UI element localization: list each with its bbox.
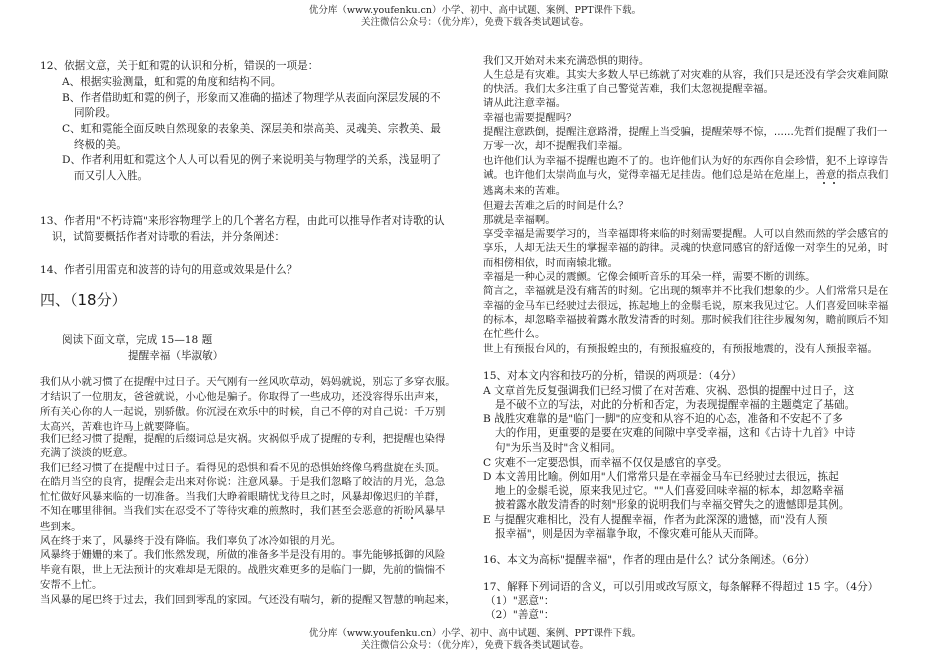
body-line: 幸福是一种心灵的震颤。它像会倾听音乐的耳朵一样，需要不断的训练。 bbox=[483, 271, 816, 283]
reading-intro: 阅读下面文章，完成 15—18 题 bbox=[62, 334, 213, 346]
body-line: 提醒注意跌倒，提醒注意路滑，提醒上当受骗，提醒荣辱不惊，......先哲们提醒了我们一 bbox=[483, 126, 888, 138]
q15-option-d-cont-1: 地上的金鬃毛说，原来我见过它。""人们喜爱回味幸福的标本，却忽略幸福 bbox=[495, 485, 844, 497]
q15-stem: 15、对本文内容和技巧的分析，错误的两项是：（4分） bbox=[483, 370, 742, 382]
footer-line-1: 优分库（www.youfenku.cn）小学、初中、高中试题、案例、PPT课件下载。 bbox=[308, 628, 642, 639]
body-line: 享受幸福是需要学习的，当幸福即将来临的时刻需要提醒。人可以自然而然的学会感官的 bbox=[483, 228, 889, 240]
body-line: 在皓月当空的良宵，提醒会走出来对你说：注意风暴。于是我们忽略了皎洁的月光，急急 bbox=[40, 476, 446, 488]
q16: 16、本文为高标"提醒幸福"，作者的理由是什么？试分条阐述。（6分） bbox=[483, 554, 815, 566]
q14: 14、作者引用雷克和波菩的诗句的用意或效果是什么？ bbox=[40, 264, 298, 276]
q15-option-e: E 与提醒灾难相比，没有人提醒幸福，作者为此深深的遗憾，而"没有人预 bbox=[483, 514, 828, 526]
body-line: 世上有预报台风的，有预报蝗虫的，有预报瘟疫的，有预报地震的，没有人预报幸福。 bbox=[483, 343, 878, 355]
body-line: 但避去苦难之后的时间是什么？ bbox=[483, 200, 629, 212]
body-line: 我们又开始对未来充满恐惧的期待。 bbox=[483, 55, 650, 67]
body-line: 安帮不上忙。 bbox=[40, 579, 103, 591]
q12-option-a: A、根据实验测量，虹和霓的角度和结构不同。 bbox=[62, 76, 282, 88]
body-line: 我们已经习惯了提醒，提醒的后缀词总是灾祸。灾祸似乎成了提醒的专利，把提醒也染得 bbox=[40, 433, 446, 445]
body-line: 我们从小就习惯了在提醒中过日子。天气刚有一丝风吹草动，妈妈就说，别忘了多穿衣服。 bbox=[40, 376, 456, 388]
q13-line-1: 13、作者用"不朽诗篇"来形容物理学上的几个著名方程，由此可以推导作者对诗歌的认 bbox=[40, 215, 445, 227]
page-footer bbox=[0, 628, 950, 652]
header-line-1: 优分库（www.youfenku.cn）小学、初中、高中试题、案例、PPT课件下载。 bbox=[308, 5, 642, 16]
q12-option-d-cont: 而又引人入胜。 bbox=[74, 170, 149, 182]
body-line: 不知在哪里徘徊。当我们实在忍受不了等待灾难的煎熬时，我们甚至会恶意的祈盼风暴早 bbox=[40, 505, 446, 517]
body-line: 充满了淡淡的贬意。 bbox=[40, 447, 134, 459]
body-line: 的标本，却忽略幸福披着露水散发清香的时刻。那时候我们往往步履匆匆，瞻前顾后不知 bbox=[483, 314, 889, 326]
q15-option-a: A 文章首先反复强调我们已经习惯了在对苦难、灾祸、恐惧的提醒中过日子，这 bbox=[483, 385, 855, 397]
body-line: 在忙些什么。 bbox=[483, 328, 546, 340]
q12-option-b-cont: 同阶段。 bbox=[74, 107, 117, 119]
body-line: 请从此注意幸福。 bbox=[483, 97, 567, 109]
body-line: 忙忙做好风暴来临的一切准备。当我们大睁着眼睛忧戈待旦之时，风暴却像迟归的羊群， bbox=[40, 491, 446, 503]
q15-option-c: C 灾难不一定要恐惧，而幸福不仅仅是感官的享受。 bbox=[483, 457, 728, 469]
body-line: 逃离未来的苦难。 bbox=[483, 185, 567, 197]
q15-option-b-cont-2: 句"为乐当及时"含义相同。 bbox=[495, 442, 622, 454]
q15-option-d: D 本文善用比喻。例如用"人们常常只是在幸福金马车已经驶过去很远，拣起 bbox=[483, 471, 839, 483]
emphasis-dot bbox=[400, 517, 402, 519]
body-line: 而相傍相依，时而南辕北辙。 bbox=[483, 257, 619, 269]
body-line: 太高兴，苦难也许马上就要降临。 bbox=[40, 421, 196, 433]
body-line: 诫。也许他们太崇尚血与火，觉得幸福无足挂齿。他们总是站在危崖上，善意的指点我们 bbox=[483, 169, 889, 181]
body-line: 些到来。 bbox=[40, 521, 82, 533]
emphasis-dot bbox=[823, 182, 825, 184]
body-line: 也许他们认为幸福不提醒也跑不了的。也许他们认为好的东西你自会珍惜，犯不上谆谆告 bbox=[483, 155, 889, 167]
body-line: 万零一次，却不提醒我们幸福。 bbox=[483, 140, 629, 152]
body-line: 所有关心你的人一起说，别骄傲。你沉浸在欢乐中的时候，自己不停的对自己说：千万别 bbox=[40, 406, 446, 418]
q15-option-d-cont-2: 披着露水散发清香的时刻"形象的说明我们与幸福交臂失之的遗憾即是其例。 bbox=[495, 499, 850, 511]
body-line: 简言之，幸福就是没有痛苦的时刻。它出现的频率并不比我们想象的少。人们常常只是在 bbox=[483, 285, 889, 297]
q15-option-e-cont: 报幸福"，则是因为幸福靠争取，不像灾难可能从天而降。 bbox=[495, 528, 765, 540]
q17-stem: 17、解释下列词语的含义，可以引用或改写原文，每条解释不得超过 15 字。（4分） bbox=[483, 581, 879, 593]
q15-option-a-cont: 是不破不立的写法，对此的分析和否定，为表现提醒幸福的主题奠定了基础。 bbox=[495, 399, 856, 411]
q13-line-2: 识，试简要概括作者对诗歌的看法，并分条阐述： bbox=[52, 231, 286, 243]
emphasis-dot bbox=[411, 517, 413, 519]
article-title: 提醒幸福（毕淑敏） bbox=[128, 350, 224, 362]
q12-option-b: B、作者借助虹和霓的例子，形象而又准确的描述了物理学从表面向深层发展的不 bbox=[62, 92, 441, 104]
q12-option-c-cont: 终极的美。 bbox=[74, 139, 127, 151]
header-line-2: 关注微信公众号：（优分库），免费下载各类试题试卷。 bbox=[360, 17, 589, 28]
q12-stem: 12、依据文意，关于虹和霓的认识和分析，错误的一项是： bbox=[40, 60, 319, 72]
body-line: 毕竟有限，世上无法预计的灾难却是无限的。战胜灾难更多的是临门一脚，先前的惴惴不 bbox=[40, 564, 446, 576]
q15-option-b: B 战胜灾难靠的是"临门一脚"的应变和从容不迫的心态，准备和不安起不了多 bbox=[483, 413, 843, 425]
body-line: 当风暴的尾巴终于过去，我们回到零乱的家园。气还没有喘匀，新的提醒又智慧的响起来， bbox=[40, 594, 456, 606]
body-line: 幸福的金马车已经驶过去很远，拣起地上的金鬃毛说，原来我见过它。人们喜爱回味幸福 bbox=[483, 300, 889, 312]
body-line: 的快活。我们太多注重了自己警觉苦难，我们太忽视提醒幸福。 bbox=[483, 83, 774, 95]
q12-option-d: D、作者利用虹和霓这个人人可以看见的例子来说明美与物理学的关系，浅显明了 bbox=[62, 154, 442, 166]
body-line: 人生总是有灾难。其实大多数人早已练就了对灾难的从容，我们只是还没有学会灾难间隙 bbox=[483, 69, 889, 81]
footer-line-2: 关注微信公众号：（优分库），免费下载各类试题试卷。 bbox=[360, 640, 589, 651]
body-line: 幸福也需要提醒吗？ bbox=[483, 112, 577, 124]
body-line: 风暴终于姗姗的来了。我们怅然发现，所做的准备多半是没有用的。事先能够抵御的风险 bbox=[40, 549, 446, 561]
emphasis-dot bbox=[833, 182, 835, 184]
q15-option-b-cont-1: 大的作用，更重要的是要在灾难的间隙中享受幸福，这和《古诗十九首》中诗 bbox=[495, 427, 856, 439]
body-line: 我们已经习惯了在提醒中过日子。看得见的恐惧和看不见的恐惧始终像乌鸦盘旋在头顶。 bbox=[40, 462, 446, 474]
q17-item-1: （1）"恶意"： bbox=[485, 595, 555, 607]
q17-item-2: （2）"善意"： bbox=[485, 609, 555, 621]
page-header bbox=[0, 5, 950, 29]
body-line: 风在终于来了，风暴终于没有降临。我们辜负了冰冷如银的月光。 bbox=[40, 535, 342, 547]
body-line: 才结识了一位朋友，爸爸就说，小心他是骗子。你取得了一些成功，还没容得乐出声来， bbox=[40, 391, 446, 403]
q12-option-c: C、虹和霓能全面反映自然现象的表象美、深层美和崇高美、灵魂美、宗教美、最 bbox=[62, 123, 441, 135]
body-line: 享乐，人却无法天生的掌握幸福的韵律。灵魂的快意同感官的舒适像一对孪生的兄弟，时 bbox=[483, 242, 889, 254]
section-heading: 四、（18分） bbox=[40, 291, 127, 309]
body-line: 那就是幸福啊。 bbox=[483, 214, 556, 226]
